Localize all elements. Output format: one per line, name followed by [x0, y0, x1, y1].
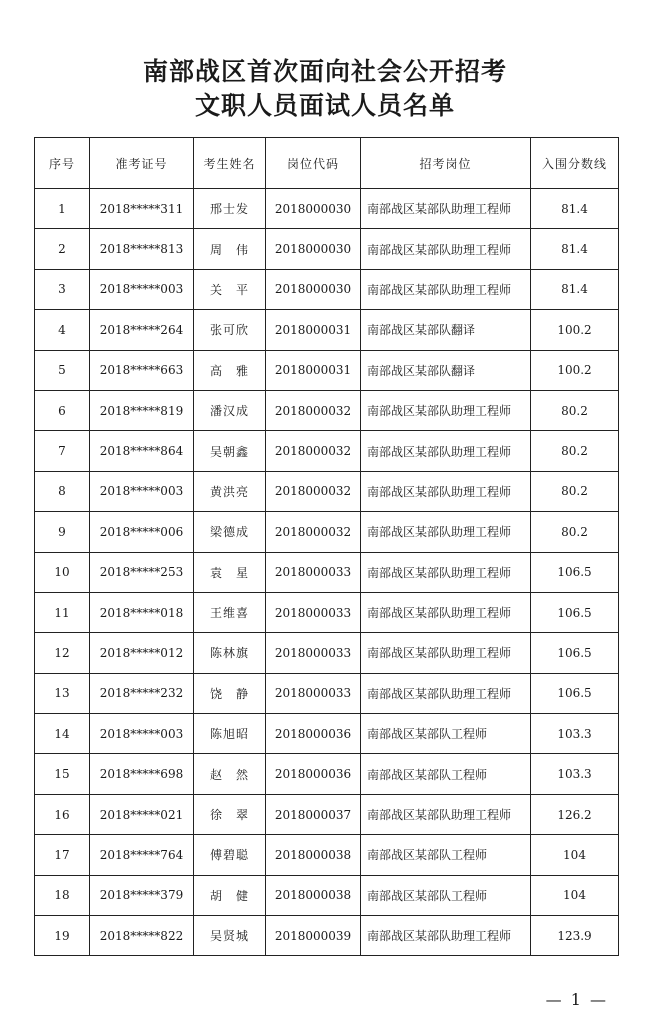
cell-ticket-number: 2018*****379 [90, 875, 194, 915]
cell-index: 12 [35, 633, 90, 673]
cell-cutoff-score: 100.2 [531, 310, 619, 350]
cell-ticket-number: 2018*****018 [90, 592, 194, 632]
table-row [35, 269, 619, 309]
cell-position: 南部战区某部队助理工程师 [361, 431, 531, 471]
cell-index: 13 [35, 673, 90, 713]
cell-candidate-name: 梁德成 [194, 512, 266, 552]
header-position-code: 岗位代码 [266, 138, 361, 189]
cell-ticket-number: 2018*****822 [90, 916, 194, 956]
cell-ticket-number: 2018*****813 [90, 229, 194, 269]
cell-candidate-name: 周 伟 [194, 229, 266, 269]
cell-cutoff-score: 81.4 [531, 189, 619, 229]
cell-position-code: 2018000036 [266, 714, 361, 754]
table-row [35, 229, 619, 269]
cell-position: 南部战区某部队助理工程师 [361, 794, 531, 834]
table-row [35, 552, 619, 592]
cell-index: 4 [35, 310, 90, 350]
cell-cutoff-score: 104 [531, 835, 619, 875]
cell-candidate-name: 饶 静 [194, 673, 266, 713]
document-title [0, 55, 650, 123]
cell-position-code: 2018000031 [266, 310, 361, 350]
cell-position-code: 2018000033 [266, 592, 361, 632]
candidate-table [34, 137, 619, 956]
header-ticket-number: 准考证号 [90, 138, 194, 189]
table-row [35, 633, 619, 673]
cell-position: 南部战区某部队助理工程师 [361, 390, 531, 430]
cell-ticket-number: 2018*****003 [90, 269, 194, 309]
cell-position: 南部战区某部队助理工程师 [361, 269, 531, 309]
table-row [35, 189, 619, 229]
table-row [35, 875, 619, 915]
cell-cutoff-score: 81.4 [531, 269, 619, 309]
cell-candidate-name: 陈林旗 [194, 633, 266, 673]
cell-candidate-name: 黄洪亮 [194, 471, 266, 511]
cell-candidate-name: 赵 然 [194, 754, 266, 794]
cell-index: 14 [35, 714, 90, 754]
cell-index: 1 [35, 189, 90, 229]
cell-ticket-number: 2018*****003 [90, 714, 194, 754]
cell-cutoff-score: 103.3 [531, 714, 619, 754]
cell-position-code: 2018000032 [266, 431, 361, 471]
cell-position-code: 2018000038 [266, 835, 361, 875]
cell-cutoff-score: 123.9 [531, 916, 619, 956]
cell-position: 南部战区某部队助理工程师 [361, 229, 531, 269]
cell-ticket-number: 2018*****253 [90, 552, 194, 592]
cell-candidate-name: 傅碧聪 [194, 835, 266, 875]
cell-position: 南部战区某部队助理工程师 [361, 471, 531, 511]
cell-index: 11 [35, 592, 90, 632]
cell-candidate-name: 张可欣 [194, 310, 266, 350]
cell-cutoff-score: 106.5 [531, 592, 619, 632]
cell-position-code: 2018000032 [266, 471, 361, 511]
cell-candidate-name: 吴贤城 [194, 916, 266, 956]
cell-ticket-number: 2018*****663 [90, 350, 194, 390]
table-row [35, 673, 619, 713]
cell-position: 南部战区某部队助理工程师 [361, 673, 531, 713]
header-position: 招考岗位 [361, 138, 531, 189]
cell-position: 南部战区某部队翻译 [361, 310, 531, 350]
cell-index: 7 [35, 431, 90, 471]
table-body [35, 189, 619, 956]
cell-ticket-number: 2018*****264 [90, 310, 194, 350]
cell-candidate-name: 高 雅 [194, 350, 266, 390]
cell-candidate-name: 邢士发 [194, 189, 266, 229]
cell-candidate-name: 王维喜 [194, 592, 266, 632]
table-header-row [35, 138, 619, 189]
cell-index: 2 [35, 229, 90, 269]
cell-position-code: 2018000033 [266, 633, 361, 673]
cell-position-code: 2018000032 [266, 390, 361, 430]
cell-position: 南部战区某部队助理工程师 [361, 916, 531, 956]
cell-index: 15 [35, 754, 90, 794]
cell-position: 南部战区某部队工程师 [361, 835, 531, 875]
cell-candidate-name: 胡 健 [194, 875, 266, 915]
cell-cutoff-score: 81.4 [531, 229, 619, 269]
title-line-2: 文职人员面试人员名单 [194, 91, 455, 120]
cell-index: 3 [35, 269, 90, 309]
cell-index: 8 [35, 471, 90, 511]
table-row [35, 471, 619, 511]
table-row [35, 592, 619, 632]
cell-candidate-name: 潘汉成 [194, 390, 266, 430]
cell-cutoff-score: 126.2 [531, 794, 619, 834]
cell-candidate-name: 徐 翠 [194, 794, 266, 834]
cell-candidate-name: 袁 星 [194, 552, 266, 592]
cell-candidate-name: 关 平 [194, 269, 266, 309]
cell-position: 南部战区某部队助理工程师 [361, 512, 531, 552]
cell-candidate-name: 陈旭昭 [194, 714, 266, 754]
table-row [35, 916, 619, 956]
cell-ticket-number: 2018*****012 [90, 633, 194, 673]
cell-index: 5 [35, 350, 90, 390]
cell-cutoff-score: 104 [531, 875, 619, 915]
cell-ticket-number: 2018*****232 [90, 673, 194, 713]
table-row [35, 754, 619, 794]
cell-index: 19 [35, 916, 90, 956]
cell-position: 南部战区某部队助理工程师 [361, 592, 531, 632]
header-candidate-name: 考生姓名 [194, 138, 266, 189]
cell-position-code: 2018000037 [266, 794, 361, 834]
cell-position-code: 2018000036 [266, 754, 361, 794]
cell-index: 10 [35, 552, 90, 592]
cell-ticket-number: 2018*****819 [90, 390, 194, 430]
cell-cutoff-score: 80.2 [531, 471, 619, 511]
cell-position: 南部战区某部队助理工程师 [361, 189, 531, 229]
cell-ticket-number: 2018*****698 [90, 754, 194, 794]
table-row [35, 310, 619, 350]
cell-position: 南部战区某部队助理工程师 [361, 552, 531, 592]
cell-cutoff-score: 100.2 [531, 350, 619, 390]
cell-index: 6 [35, 390, 90, 430]
cell-cutoff-score: 106.5 [531, 633, 619, 673]
cell-index: 18 [35, 875, 90, 915]
cell-cutoff-score: 103.3 [531, 754, 619, 794]
cell-cutoff-score: 80.2 [531, 512, 619, 552]
table-row [35, 512, 619, 552]
cell-position: 南部战区某部队工程师 [361, 714, 531, 754]
page-number: — 1 — [545, 990, 608, 1009]
cell-cutoff-score: 106.5 [531, 552, 619, 592]
cell-position-code: 2018000039 [266, 916, 361, 956]
table-row [35, 431, 619, 471]
cell-ticket-number: 2018*****021 [90, 794, 194, 834]
cell-cutoff-score: 80.2 [531, 390, 619, 430]
cell-cutoff-score: 80.2 [531, 431, 619, 471]
cell-candidate-name: 吴朝鑫 [194, 431, 266, 471]
cell-index: 16 [35, 794, 90, 834]
header-cutoff-score: 入围分数线 [531, 138, 619, 189]
cell-position-code: 2018000030 [266, 269, 361, 309]
cell-position-code: 2018000031 [266, 350, 361, 390]
cell-position-code: 2018000033 [266, 673, 361, 713]
cell-cutoff-score: 106.5 [531, 673, 619, 713]
cell-ticket-number: 2018*****003 [90, 471, 194, 511]
cell-position: 南部战区某部队工程师 [361, 875, 531, 915]
title-line-1: 南部战区首次面向社会公开招考 [142, 57, 507, 86]
cell-position-code: 2018000033 [266, 552, 361, 592]
cell-position-code: 2018000032 [266, 512, 361, 552]
cell-index: 9 [35, 512, 90, 552]
cell-position: 南部战区某部队工程师 [361, 754, 531, 794]
header-index: 序号 [35, 138, 90, 189]
cell-ticket-number: 2018*****864 [90, 431, 194, 471]
table-row [35, 350, 619, 390]
cell-ticket-number: 2018*****764 [90, 835, 194, 875]
table-row [35, 794, 619, 834]
cell-position: 南部战区某部队助理工程师 [361, 633, 531, 673]
table-row [35, 835, 619, 875]
cell-ticket-number: 2018*****311 [90, 189, 194, 229]
cell-position: 南部战区某部队翻译 [361, 350, 531, 390]
cell-position-code: 2018000038 [266, 875, 361, 915]
table-row [35, 390, 619, 430]
cell-index: 17 [35, 835, 90, 875]
cell-position-code: 2018000030 [266, 189, 361, 229]
cell-ticket-number: 2018*****006 [90, 512, 194, 552]
table-row [35, 714, 619, 754]
cell-position-code: 2018000030 [266, 229, 361, 269]
